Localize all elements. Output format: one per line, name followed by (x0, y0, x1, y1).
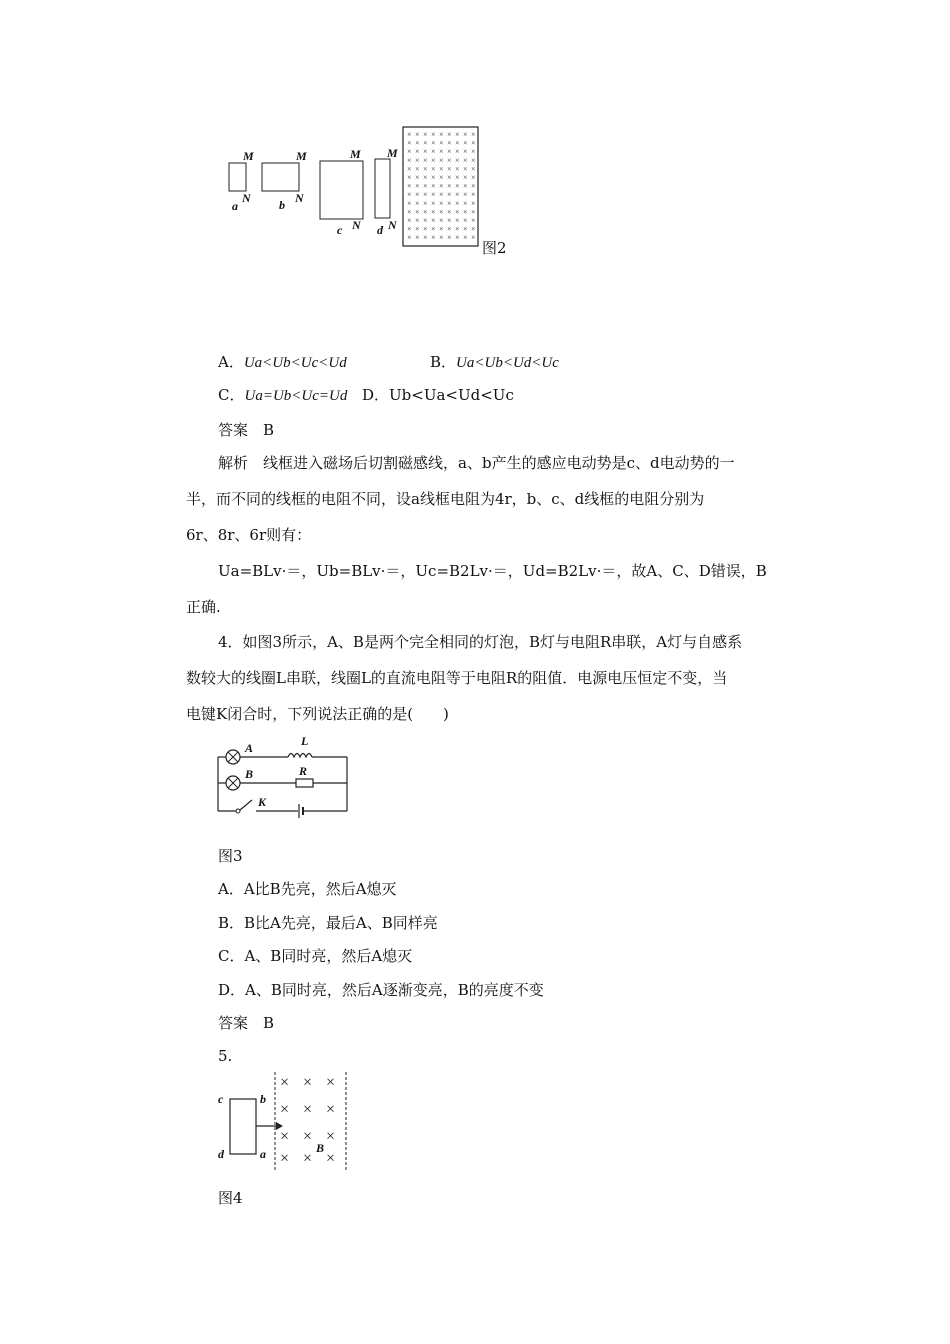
field-cross-mark: × (439, 138, 444, 148)
field-cross-mark: × (423, 198, 428, 208)
field-cross-mark-4: × (280, 1150, 290, 1167)
field-cross-mark: × (415, 198, 420, 208)
field-cross-mark: × (407, 164, 412, 174)
field-cross-mark: × (407, 155, 412, 165)
q4-answer-value: B (263, 1014, 275, 1032)
field-cross-mark: × (471, 190, 476, 200)
field-cross-mark-4: × (326, 1128, 336, 1145)
corner-label-b: b (260, 1092, 266, 1106)
field-cross-mark: × (431, 190, 436, 200)
field-cross-mark: × (447, 138, 452, 148)
field-cross-mark: × (471, 147, 476, 157)
field-cross-mark: × (447, 190, 452, 200)
field-cross-mark: × (415, 190, 420, 200)
field-cross-mark: × (463, 164, 468, 174)
circuit-label-r: R (299, 764, 308, 778)
field-cross-mark: × (415, 147, 420, 157)
coil-frame (230, 1099, 256, 1154)
field-cross-mark-4: × (326, 1150, 336, 1167)
q4-option-d: D．A、B同时亮，然后A逐渐变亮，B的亮度不变 (218, 981, 544, 999)
field-cross-mark: × (415, 155, 420, 165)
q3-analysis-line-3: 6r、8r、6r则有： (186, 526, 312, 544)
field-cross-mark: × (407, 216, 412, 225)
field-cross-mark: × (471, 155, 476, 165)
q4-answer-label: 答案 (218, 1014, 249, 1032)
field-cross-mark: × (439, 224, 444, 234)
field-cross-mark: × (447, 224, 452, 234)
field-cross-mark: × (439, 198, 444, 208)
figure-4-caption: 图4 (218, 1189, 243, 1207)
circuit-label-a: A (245, 741, 254, 755)
field-cross-mark: × (431, 216, 436, 225)
field-cross-mark: × (455, 181, 460, 191)
field-cross-mark: × (439, 181, 444, 191)
field-cross-mark: × (431, 164, 436, 174)
frame-b-letter: b (279, 198, 285, 212)
field-cross-mark: × (415, 181, 420, 191)
field-cross-mark: × (415, 130, 420, 139)
field-cross-mark: × (415, 224, 420, 234)
field-cross-mark: × (407, 233, 412, 243)
field-cross-mark: × (455, 147, 460, 157)
field-cross-mark: × (431, 138, 436, 148)
field-cross-mark: × (407, 138, 412, 148)
field-cross-mark: × (455, 190, 460, 200)
field-cross-mark-4: × (326, 1074, 336, 1091)
q3-analysis-label: 解析 (218, 454, 249, 472)
field-cross-mark: × (447, 155, 452, 165)
figure-3-caption: 图3 (218, 847, 243, 865)
field-cross-mark: × (447, 216, 452, 225)
field-cross-mark: × (471, 181, 476, 191)
field-cross-mark: × (423, 190, 428, 200)
field-cross-mark: × (407, 181, 412, 191)
frame-a-label-N: N (242, 191, 251, 205)
field-cross-mark: × (447, 130, 452, 139)
q3-answer-label: 答案 (218, 421, 249, 439)
circuit-label-b: B (245, 767, 254, 781)
field-cross-mark: × (415, 216, 420, 225)
field-cross-mark: × (455, 130, 460, 139)
field-cross-mark: × (455, 155, 460, 165)
frame-b-label-N: N (295, 191, 304, 205)
frame-b-label-M: M (296, 149, 307, 163)
field-cross-mark: × (463, 155, 468, 165)
field-cross-mark: × (423, 164, 428, 174)
field-cross-mark: × (423, 233, 428, 243)
q3-answer-value: B (263, 421, 275, 439)
q4-stem-line-1: 4．如图3所示，A、B是两个完全相同的灯泡，B灯与电阻R串联，A灯与自感系 (218, 633, 743, 651)
field-cross-mark: × (423, 181, 428, 191)
frame-c-label-M: M (350, 147, 361, 161)
field-cross-mark: × (407, 198, 412, 208)
field-cross-mark: × (455, 198, 460, 208)
field-cross-mark: × (439, 216, 444, 225)
field-cross-mark: × (439, 190, 444, 200)
field-cross-mark: × (439, 147, 444, 157)
q3-option-d-text: Ub<Ua<Ud<Uc (389, 386, 514, 404)
field-cross-mark: × (423, 147, 428, 157)
q3-option-a-text: Ua<Ub<Uc<Ud (243, 355, 347, 371)
field-cross-mark: × (455, 138, 460, 148)
field-cross-mark: × (431, 155, 436, 165)
field-cross-mark: × (471, 164, 476, 174)
field-cross-mark: × (415, 138, 420, 148)
field-cross-mark: × (423, 207, 428, 217)
field-cross-mark-4: × (326, 1101, 336, 1118)
field-cross-mark: × (423, 155, 428, 165)
field-cross-mark: × (471, 224, 476, 234)
field-cross-mark: × (463, 207, 468, 217)
field-cross-grid-4 (280, 1074, 335, 1167)
field-cross-mark: × (455, 164, 460, 174)
q3-analysis-line-4: Ua=BLv·＝，Ub=BLv·＝，Uc=B2Lv·＝，Ud=B2Lv·＝，故A、C、D错误，B (218, 562, 767, 580)
field-cross-mark: × (471, 138, 476, 148)
field-cross-mark: × (431, 181, 436, 191)
q4-option-a: A．A比B先亮，然后A熄灭 (218, 880, 397, 898)
field-cross-mark-4: × (303, 1128, 313, 1145)
field-cross-mark: × (407, 130, 412, 139)
field-cross-mark: × (463, 173, 468, 182)
field-cross-mark: × (471, 198, 476, 208)
field-cross-mark: × (471, 173, 476, 182)
field-cross-mark: × (431, 224, 436, 234)
q4-stem-line-2: 数较大的线圈L串联，线圈L的直流电阻等于电阻R的阻值．电源电压恒定不变，当 (186, 669, 728, 687)
q3-option-b-prefix: B． (430, 353, 457, 371)
field-cross-mark: × (455, 216, 460, 225)
field-cross-mark: × (407, 147, 412, 157)
q3-option-c-text: Ua=Ub<Uc=Ud (244, 388, 348, 404)
field-cross-mark: × (455, 207, 460, 217)
field-cross-mark-4: × (303, 1074, 313, 1091)
field-cross-mark: × (447, 207, 452, 217)
field-cross-mark: × (415, 164, 420, 174)
field-cross-mark: × (471, 130, 476, 139)
field-cross-mark-4: × (280, 1128, 290, 1145)
q5-number: 5. (218, 1047, 233, 1065)
corner-label-d: d (218, 1147, 224, 1161)
field-cross-mark: × (415, 173, 420, 182)
field-cross-mark: × (455, 173, 460, 182)
frame-a-letter: a (232, 199, 238, 213)
figure-2-caption: 图2 (482, 239, 507, 257)
field-cross-mark: × (455, 233, 460, 243)
field-cross-mark: × (439, 207, 444, 217)
frame-d-label-N: N (388, 218, 397, 232)
frame-c-label-N: N (352, 218, 361, 232)
field-cross-mark: × (455, 224, 460, 234)
field-label-b: B (316, 1141, 325, 1155)
field-cross-mark: × (415, 233, 420, 243)
field-cross-mark: × (431, 233, 436, 243)
field-cross-mark: × (431, 147, 436, 157)
field-cross-mark: × (407, 207, 412, 217)
field-cross-mark: × (431, 198, 436, 208)
field-cross-mark: × (423, 173, 428, 182)
field-cross-mark: × (439, 233, 444, 243)
field-cross-mark: × (447, 233, 452, 243)
field-cross-mark: × (423, 138, 428, 148)
field-cross-mark: × (463, 198, 468, 208)
frame-c-letter: c (337, 223, 343, 237)
field-cross-mark-4: × (303, 1150, 313, 1167)
field-cross-mark: × (447, 164, 452, 174)
field-cross-mark: × (415, 207, 420, 217)
q3-option-b-text: Ua<Ub<Ud<Uc (456, 355, 559, 371)
q3-analysis-line-5: 正确. (186, 598, 221, 616)
q3-analysis-line-2: 半，而不同的线框的电阻不同，设a线框电阻为4r，b、c、d线框的电阻分别为 (186, 490, 705, 508)
field-cross-mark: × (407, 173, 412, 182)
field-cross-mark-4: × (280, 1074, 290, 1091)
frame-d-label-M: M (387, 146, 398, 160)
field-cross-mark: × (407, 224, 412, 234)
q4-stem-line-3: 电键K闭合时，下列说法正确的是( ) (186, 705, 449, 723)
field-cross-mark: × (463, 190, 468, 200)
field-cross-mark: × (431, 207, 436, 217)
circuit-label-k: K (258, 795, 267, 809)
field-cross-mark: × (463, 138, 468, 148)
field-cross-mark: × (463, 147, 468, 157)
field-cross-mark: × (423, 130, 428, 139)
field-cross-mark: × (463, 224, 468, 234)
circuit-label-l: L (301, 734, 309, 748)
field-cross-mark: × (471, 233, 476, 243)
field-cross-mark: × (439, 164, 444, 174)
corner-label-c: c (218, 1092, 224, 1106)
field-cross-mark: × (407, 190, 412, 200)
field-cross-mark: × (463, 216, 468, 225)
field-cross-mark: × (463, 233, 468, 243)
field-cross-mark: × (423, 224, 428, 234)
field-cross-mark: × (431, 130, 436, 139)
q3-analysis-text-1: 线框进入磁场后切割磁感线，a、b产生的感应电动势是c、d电动势的一 (263, 454, 735, 472)
field-cross-mark: × (463, 130, 468, 139)
q3-option-d-prefix: D． (362, 386, 390, 404)
field-cross-mark: × (471, 207, 476, 217)
field-cross-mark: × (471, 216, 476, 225)
field-cross-mark: × (439, 173, 444, 182)
field-cross-mark: × (447, 181, 452, 191)
frame-a-label-M: M (243, 149, 254, 163)
corner-label-a: a (260, 1147, 266, 1161)
field-cross-mark: × (463, 181, 468, 191)
field-cross-mark: × (439, 155, 444, 165)
field-cross-mark: × (423, 216, 428, 225)
field-cross-mark: × (439, 130, 444, 139)
q4-option-b: B．B比A先亮，最后A、B同样亮 (218, 914, 438, 932)
field-cross-mark-4: × (280, 1101, 290, 1118)
field-cross-mark: × (447, 147, 452, 157)
frame-d-letter: d (377, 223, 383, 237)
field-cross-mark-4: × (303, 1101, 313, 1118)
field-cross-mark: × (447, 173, 452, 182)
q3-option-c-prefix: C． (218, 386, 245, 404)
field-cross-mark: × (431, 173, 436, 182)
field-cross-mark: × (447, 198, 452, 208)
q4-option-c: C．A、B同时亮，然后A熄灭 (218, 947, 413, 965)
q3-option-a-prefix: A． (218, 353, 244, 371)
